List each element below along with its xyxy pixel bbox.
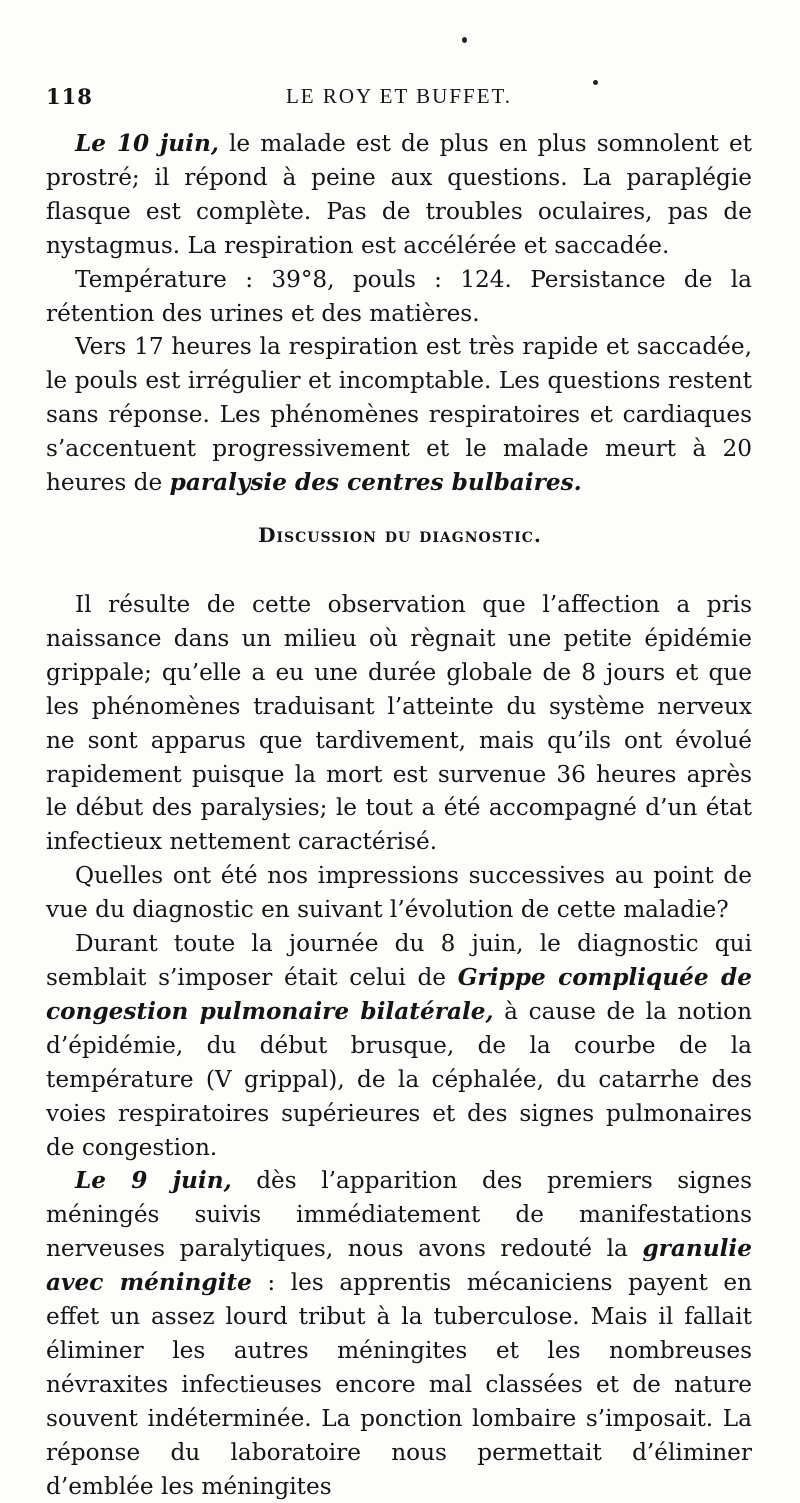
paragraph: Il résulte de cette observation que l’affection a pris naissance dans un milieu où règnait une petite épidémie grippale; qu’elle a eu une durée globale de 8 jours et que les phénomènes traduisant l’atteinte du système nerveux ne sont apparus que tardivement, mais qu’ils ont évolué rapidement puisque la mort est survenue 36 heures après le début des paralysies; le tout a été accompagné d’un état infectieux nettement caractérisé. xyxy=(46,591,752,856)
section-heading: Discussion du diagnostic. xyxy=(258,523,542,547)
emphasis: granulie avec méningite xyxy=(46,1235,752,1297)
paragraph xyxy=(46,127,752,263)
emphasis: Grippe compliquée de congestion pulmonaire bilatérale, xyxy=(46,963,752,1025)
ink-speck xyxy=(462,37,467,43)
observation-section xyxy=(46,127,752,500)
paragraph-text: Durant toute la journée du 8 juin, le diagnostic qui semblait s’imposer était celui de xyxy=(46,930,752,991)
page-number: 118 xyxy=(46,84,93,109)
paragraph-text: Vers 17 heures la respiration est très rapide et saccadée, le pouls est irrégulier et incomptable. Les questions restent sans réponse. Les phénomènes respiratoires et cardiaques s’accentuent progressivement et le malade meurt à 20 heures de xyxy=(46,333,752,497)
paragraph-text: : les apprentis mécaniciens payent en effet un assez lourd tribut à la tuberculose. Mais il fallait éliminer les autres méningites et les nombreuses névraxites infectieuses encore mal classées et de nature souvent indéterminée. La ponction lombaire s’imposait. La réponse du laboratoire nous permettait d’éliminer d’emblée les méningites xyxy=(46,1269,752,1500)
paragraph-text: le malade est de plus en plus somnolent et prostré; il répond à peine aux questions. La paraplégie flasque est complète. Pas de troubles oculaires, pas de nystagmus. La respiration est accélérée et saccadée. xyxy=(46,130,752,259)
paragraph xyxy=(46,927,752,1164)
discussion-section xyxy=(46,588,752,1503)
emphasis: paralysie des centres bulbaires. xyxy=(169,469,582,497)
paragraph: Quelles ont été nos impressions successives au point de vue du diagnostic en suivant l’évolution de cette maladie? xyxy=(46,862,752,924)
date-label: Le 10 juin, xyxy=(75,130,219,157)
paragraph-text: dès l’apparition des premiers signes méningés suivis immédiatement de manifestations nerveuses paralytiques, nous avons redouté la xyxy=(46,1167,752,1263)
paragraph xyxy=(46,330,752,500)
paragraph xyxy=(46,1164,752,1503)
date-label: Le 9 juin, xyxy=(75,1167,232,1195)
page-header xyxy=(46,84,752,118)
paragraph-text: à cause de la notion d’épidémie, du début brusque, de la courbe de la température (V grippal), de la céphalée, du catarrhe des voies respiratoires supérieures et des signes pulmonaires de congestion. xyxy=(46,997,753,1161)
running-head: LE ROY ET BUFFET. xyxy=(285,84,513,108)
paragraph: Température : 39°8, pouls : 124. Persistance de la rétention des urines et des matières. xyxy=(46,265,752,327)
